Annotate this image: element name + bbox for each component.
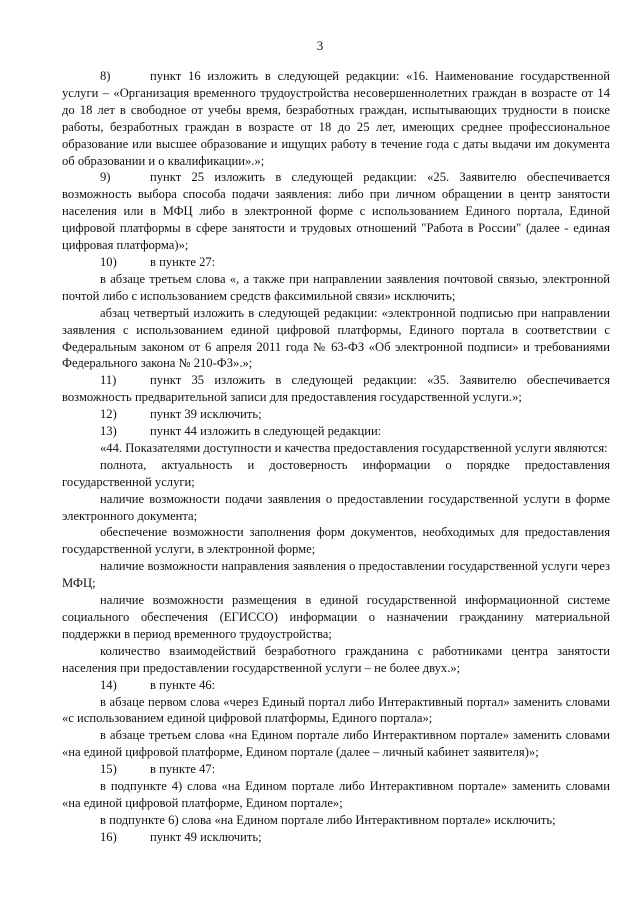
- item-number: 13): [100, 424, 117, 439]
- numbered-item: [62, 68, 610, 169]
- paragraph-text: в пункте 46:: [150, 677, 216, 692]
- paragraph-text: обеспечение возможности заполнения форм документов, необходимых для предоставления государственной услуги, в электронной форме;: [62, 525, 610, 557]
- numbered-item: [62, 423, 610, 440]
- paragraph-text: наличие возможности размещения в единой государственной информационной системе социального обеспечения (ЕГИССО) информации о назначении гражданину материальной поддержки в период временного трудоустройства;: [62, 593, 610, 641]
- paragraph: [62, 271, 610, 305]
- item-number: 8): [100, 69, 111, 83]
- item-number: 11): [100, 373, 117, 388]
- paragraph-text: в абзаце третьем слова «, а также при направлении заявления почтовой связью, электронной почтой либо с использованием средств факсимильной связи» исключить;: [62, 271, 610, 303]
- numbered-item: [62, 406, 610, 423]
- paragraph: [62, 592, 610, 643]
- paragraph-text: пункт 35 изложить в следующей редакции: «35. Заявителю обеспечивается возможность предварительной записи для предоставления государственной услуги.»;: [62, 373, 610, 405]
- paragraph: [62, 305, 610, 373]
- paragraph-text: полнота, актуальность и достоверность информации о порядке предоставления государственной услуги;: [62, 457, 610, 489]
- item-number: 14): [100, 677, 117, 692]
- numbered-item: [62, 169, 610, 254]
- paragraph-text: пункт 44 изложить в следующей редакции:: [150, 424, 382, 439]
- paragraph: [62, 643, 610, 677]
- paragraph-text: наличие возможности направления заявления о предоставлении государственной услуги через МФЦ;: [62, 559, 610, 591]
- paragraph: [62, 457, 610, 491]
- numbered-item: [62, 829, 610, 846]
- item-number: 15): [100, 762, 117, 777]
- item-number: 10): [100, 254, 117, 269]
- paragraph: [62, 558, 610, 592]
- paragraph-text: пункт 49 исключить;: [150, 829, 262, 844]
- paragraph-text: пункт 25 изложить в следующей редакции: «25. Заявителю обеспечивается возможность выбора способа подачи заявления: либо при личном обращении в центр занятости населения или в МФЦ либо в электронной форме с использованием Единого портала, Единой цифровой платформы в сфере занятости и трудовых отношений "Работа в России" (далее - единая цифровая платформа)»;: [62, 170, 610, 253]
- numbered-item: [62, 254, 610, 271]
- paragraph-text: пункт 39 исключить;: [150, 407, 262, 422]
- paragraph: [62, 812, 610, 829]
- numbered-item: [62, 372, 610, 406]
- document-body: [62, 68, 610, 846]
- paragraph-text: в подпункте 4) слова «на Едином портале либо Интерактивном портале» заменить словами «на единой цифровой платформе, Едином портале»;: [62, 779, 610, 810]
- paragraph-text: в пункте 27:: [150, 254, 216, 269]
- paragraph-text: пункт 16 изложить в следующей редакции: «16. Наименование государственной услуги – «Организация временного трудоустройства несовершеннолетних граждан в возрасте от 14 до 18 лет в свободное от учебы время, безработных граждан, испытывающих трудности в поиске работы, безработных граждан в возрасте от 18 до 25 лет, имеющих среднее профессиональное образование или высшее образование и ищущих работу в течение года с даты выдачи им документа об образовании и о квалификации».»;: [62, 69, 610, 168]
- paragraph: [62, 491, 610, 525]
- paragraph-text: в абзаце первом слова «через Единый портал либо Интерактивный портал» заменить словами «с использованием единой цифровой платформы, Единого портала»;: [62, 694, 610, 726]
- paragraph: [62, 440, 610, 457]
- paragraph: [62, 524, 610, 558]
- paragraph-text: в подпункте 6) слова «на Едином портале либо Интерактивном портале» исключить;: [100, 812, 556, 827]
- item-number: 16): [100, 829, 117, 844]
- paragraph-text: абзац четвертый изложить в следующей редакции: «электронной подписью при направлении заявления с использованием единой цифровой платформы, Единого портала в соответствии с Федеральным законом от 6 апреля 2011 года № 63-ФЗ «Об электронной подписи» и требованиями Федерального закона № 210-ФЗ».»;: [62, 305, 610, 371]
- paragraph-text: количество взаимодействий безработного гражданина с работниками центра занятости населения при предоставлении государственной услуги – не более двух.»;: [62, 643, 610, 675]
- paragraph-text: в пункте 47:: [150, 762, 216, 777]
- paragraph: [62, 694, 610, 728]
- page-number: 3: [316, 38, 324, 53]
- item-number: 12): [100, 407, 117, 422]
- paragraph-text: в абзаце третьем слова «на Едином портале либо Интерактивном портале» заменить словами «на единой цифровой платформе, Едином портале (далее – личный кабинет заявителя)»;: [62, 728, 610, 760]
- paragraph: [62, 778, 610, 812]
- paragraph-text: «44. Показателями доступности и качества предоставления государственной услуги являются:: [100, 440, 608, 455]
- paragraph-text: наличие возможности подачи заявления о предоставлении государственной услуги в форме электронного документа;: [62, 491, 610, 523]
- paragraph: [62, 727, 610, 761]
- numbered-item: [62, 761, 610, 778]
- item-number: 9): [100, 170, 111, 185]
- numbered-item: [62, 677, 610, 694]
